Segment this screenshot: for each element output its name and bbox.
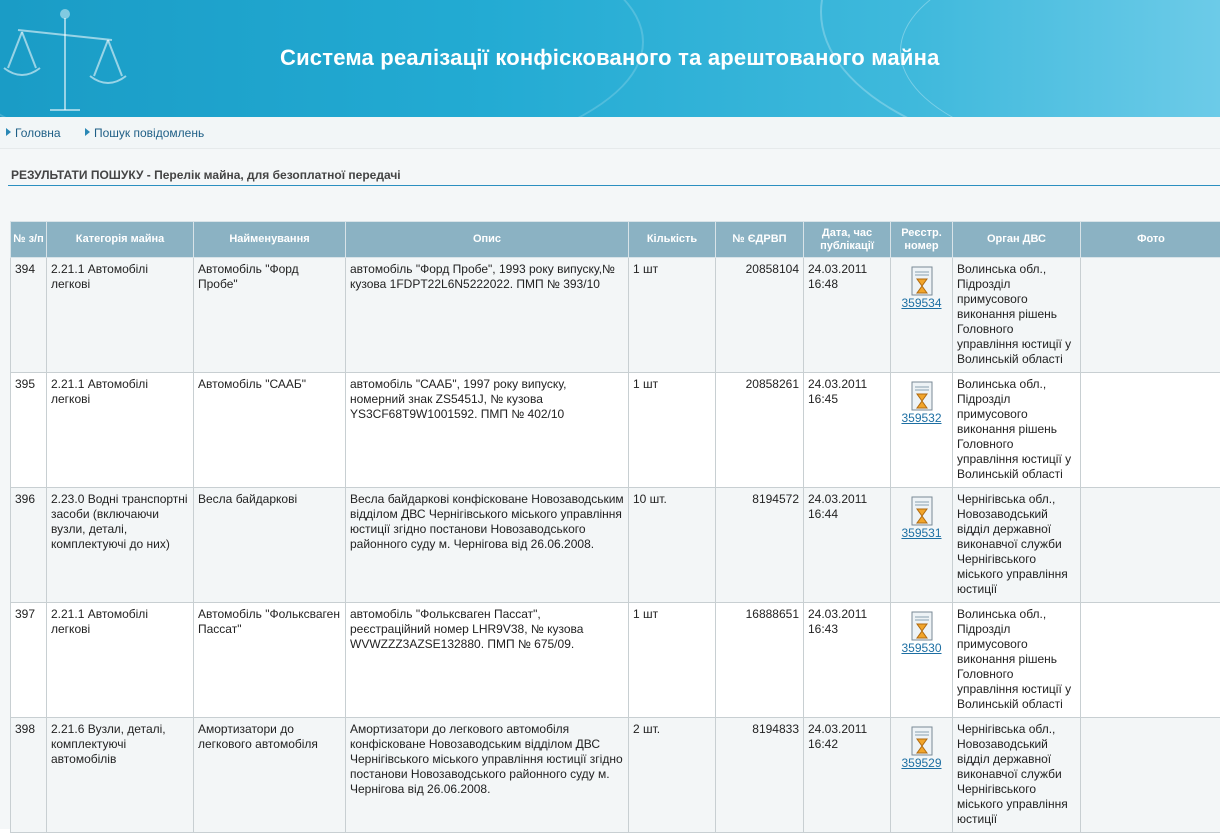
cell-edrvp: 8194572 <box>716 488 804 603</box>
cell-quantity: 1 шт <box>629 373 716 488</box>
cell-edrvp: 20858261 <box>716 373 804 488</box>
reg-number-link[interactable]: 359531 <box>901 526 941 540</box>
column-header-organ[interactable]: Орган ДВС <box>953 222 1081 258</box>
cell-reg <box>891 258 953 373</box>
column-header-reg[interactable]: Реєстр. номер <box>891 222 953 258</box>
column-header-date[interactable]: Дата, час публікації <box>804 222 891 258</box>
cell-date: 24.03.2011 16:44 <box>804 488 891 603</box>
column-header-num[interactable]: № з/п <box>11 222 47 258</box>
cell-reg <box>891 488 953 603</box>
cell-name: Весла байдаркові <box>194 488 346 603</box>
cell-name: Автомобіль "Фольксваген Пассат" <box>194 603 346 718</box>
cell-description: автомобіль "Форд Пробе", 1993 року випуску,№ кузова 1FDPT22L6N5222022. ПМП № 393/10 <box>346 258 629 373</box>
table-header-row <box>11 222 1220 258</box>
cell-organ: Чернігівська обл., Новозаводський відділ державної виконавчої служби Чернігівського міського управління юстиції <box>953 488 1081 603</box>
triangle-right-icon <box>85 128 90 136</box>
nav-link-label: Головна <box>15 126 61 140</box>
cell-date: 24.03.2011 16:42 <box>804 718 891 833</box>
column-header-category[interactable]: Категорія майна <box>47 222 194 258</box>
cell-description: автомобіль "Фольксваген Пассат", реєстраційний номер LHR9V38, № кузова WVWZZZ3AZSE132880. ПМП № 675/09. <box>346 603 629 718</box>
cell-reg <box>891 603 953 718</box>
cell-organ: Волинська обл., Підрозділ примусового виконання рішень Головного управління юстиції у Волинській області <box>953 258 1081 373</box>
cell-organ: Чернігівська обл., Новозаводський відділ державної виконавчої служби Чернігівського міського управління юстиції <box>953 718 1081 833</box>
cell-photo <box>1081 373 1220 488</box>
cell-reg <box>891 718 953 833</box>
cell-quantity: 1 шт <box>629 603 716 718</box>
reg-number-link[interactable]: 359534 <box>901 296 941 310</box>
cell-reg <box>891 373 953 488</box>
cell-photo <box>1081 718 1220 833</box>
cell-category: 2.21.1 Автомобілі легкові <box>47 258 194 373</box>
cell-photo <box>1081 258 1220 373</box>
column-header-quantity[interactable]: Кількість <box>629 222 716 258</box>
table-row <box>11 488 1220 603</box>
column-header-edrvp[interactable]: № ЄДРВП <box>716 222 804 258</box>
reg-number-link[interactable]: 359530 <box>901 641 941 655</box>
cell-category: 2.21.1 Автомобілі легкові <box>47 373 194 488</box>
table-row <box>11 603 1220 718</box>
document-hourglass-icon[interactable] <box>911 266 933 296</box>
cell-description: Амортизатори до легкового автомобіля конфісковане Новозаводським відділом ДВС Чернігівського міського управління юстиції згідно постанови Новозаводського районного суду м. Чернігова від 26.06.2008. <box>346 718 629 833</box>
document-hourglass-icon[interactable] <box>911 726 933 756</box>
cell-num: 394 <box>11 258 47 373</box>
column-header-name[interactable]: Найменування <box>194 222 346 258</box>
cell-name: Автомобіль "СААБ" <box>194 373 346 488</box>
cell-num: 396 <box>11 488 47 603</box>
document-hourglass-icon[interactable] <box>911 496 933 526</box>
cell-date: 24.03.2011 16:45 <box>804 373 891 488</box>
nav-link-home[interactable] <box>6 126 61 140</box>
cell-name: Амортизатори до легкового автомобіля <box>194 718 346 833</box>
cell-edrvp: 20858104 <box>716 258 804 373</box>
cell-photo <box>1081 488 1220 603</box>
divider <box>8 185 1220 186</box>
cell-edrvp: 8194833 <box>716 718 804 833</box>
column-header-description[interactable]: Опис <box>346 222 629 258</box>
reg-number-link[interactable]: 359532 <box>901 411 941 425</box>
cell-num: 398 <box>11 718 47 833</box>
table-row <box>11 258 1220 373</box>
cell-num: 395 <box>11 373 47 488</box>
document-hourglass-icon[interactable] <box>911 381 933 411</box>
results-table <box>10 221 1220 833</box>
cell-quantity: 1 шт <box>629 258 716 373</box>
cell-photo <box>1081 603 1220 718</box>
column-header-photo[interactable]: Фото <box>1081 222 1220 258</box>
cell-description: Весла байдаркові конфісковане Новозаводським відділом ДВС Чернігівського міського управління юстиції згідно постанови Новозаводського районного суду м. Чернігова від 26.06.2008. <box>346 488 629 603</box>
top-nav <box>0 117 1220 149</box>
nav-link-label: Пошук повідомлень <box>94 126 204 140</box>
cell-organ: Волинська обл., Підрозділ примусового виконання рішень Головного управління юстиції у Волинській області <box>953 373 1081 488</box>
triangle-right-icon <box>6 128 11 136</box>
document-hourglass-icon[interactable] <box>911 611 933 641</box>
cell-edrvp: 16888651 <box>716 603 804 718</box>
reg-number-link[interactable]: 359529 <box>901 756 941 770</box>
cell-num: 397 <box>11 603 47 718</box>
cell-quantity: 10 шт. <box>629 488 716 603</box>
cell-category: 2.21.1 Автомобілі легкові <box>47 603 194 718</box>
site-header <box>0 0 1220 117</box>
cell-description: автомобіль "СААБ", 1997 року випуску, номерний знак ZS5451J, № кузова YS3CF68T9W1001592. ПМП № 402/10 <box>346 373 629 488</box>
cell-category: 2.23.0 Водні транспортні засоби (включаючи вузли, деталі, комплектуючі до них) <box>47 488 194 603</box>
table-row <box>11 718 1220 833</box>
cell-date: 24.03.2011 16:48 <box>804 258 891 373</box>
cell-name: Автомобіль "Форд Пробе" <box>194 258 346 373</box>
cell-date: 24.03.2011 16:43 <box>804 603 891 718</box>
scales-of-justice-icon <box>0 0 130 117</box>
cell-quantity: 2 шт. <box>629 718 716 833</box>
nav-link-search[interactable] <box>85 126 204 140</box>
site-title: Система реалізації конфіскованого та арештованого майна <box>280 45 940 71</box>
header-swirl <box>900 0 1220 117</box>
cell-category: 2.21.6 Вузли, деталі, комплектуючі автомобілів <box>47 718 194 833</box>
table-row <box>11 373 1220 488</box>
results-title: РЕЗУЛЬТАТИ ПОШУКУ - Перелік майна, для безоплатної передачі <box>11 168 401 182</box>
cell-organ: Волинська обл., Підрозділ примусового виконання рішень Головного управління юстиції у Волинській області <box>953 603 1081 718</box>
main-content <box>0 149 1220 829</box>
